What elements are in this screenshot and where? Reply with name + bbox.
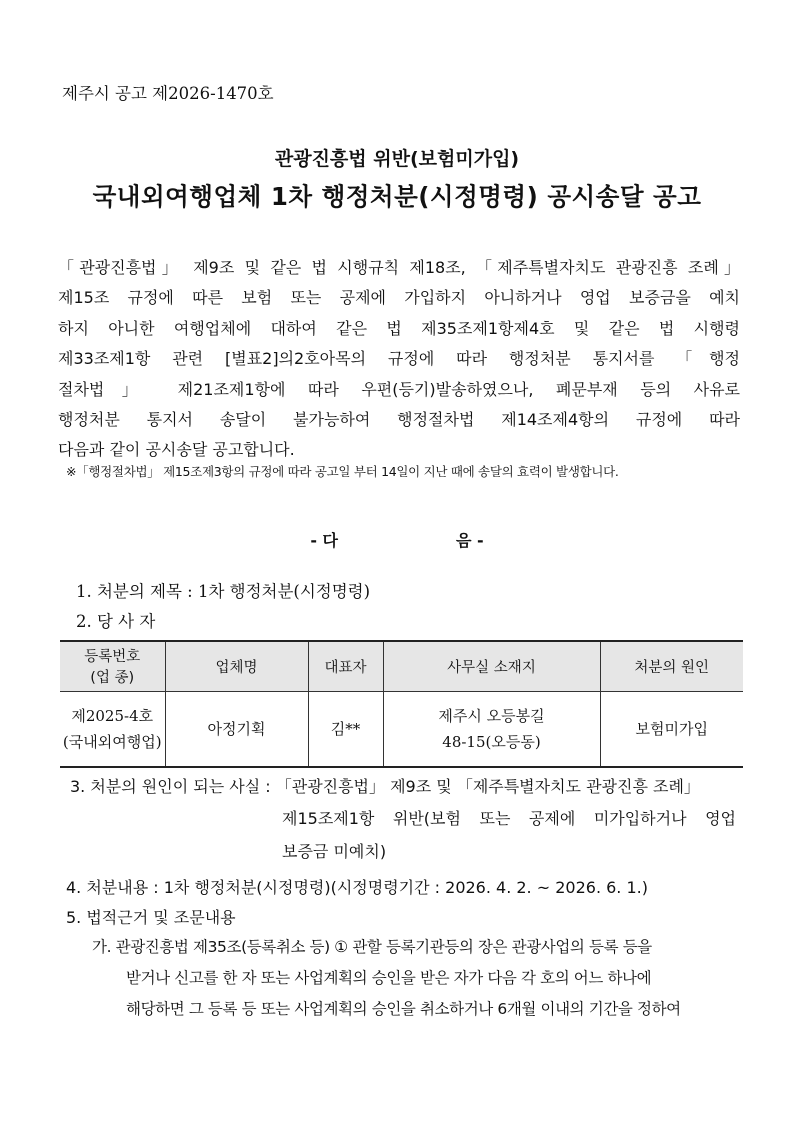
- section-5-title: 5. 법적근거 및 조문내용: [66, 908, 236, 927]
- section-3-label: 3. 처분의 원인이 되는 사실 : 「관광진흥법」 제9조 및 「제주특별자치도 관광진흥 조례」: [70, 777, 700, 796]
- body-line: 절차법」 제21조제1항에 따라 우편(등기)발송하였으나, 폐문부재 등의 사유로: [58, 379, 740, 399]
- body-line: 「관광진흥법」 제9조 및 같은 법 시행규칙 제18조, 「제주특별자치도 관광진흥 조례」: [58, 258, 740, 277]
- header-representative: 대표자: [308, 641, 383, 691]
- law-line-1: 가. 관광진흥법 제35조(등록취소 등) ① 관할 등록기관등의 장은 관광사업의 등록 등을: [92, 938, 652, 956]
- cell-representative: 김**: [308, 691, 383, 767]
- section-4-content: 4. 처분내용 : 1차 행정처분(시정명령)(시정명령기간 : 2026. 4. 2. ~ 2026. 6. 1.): [66, 878, 648, 897]
- section-1-title: 1. 처분의 제목 : 1차 행정처분(시정명령): [76, 582, 371, 601]
- divider-right: 음 -: [456, 531, 484, 550]
- section-2-parties: 2. 당 사 자: [76, 612, 156, 631]
- divider-left: - 다: [310, 531, 338, 550]
- law-line-2: 받거나 신고를 한 자 또는 사업계획의 승인을 받은 자가 다음 각 호의 어느 하나에: [126, 969, 652, 987]
- section-divider: [0, 528, 794, 551]
- body-line: 다음과 같이 공시송달 공고합니다.: [58, 440, 295, 460]
- header-reg-no: 등록번호 (업 종): [60, 641, 165, 691]
- footnote: ※「행정절차법」 제15조제3항의 규정에 따라 공고일 부터 14일이 지난 때에 송달의 효력이 발생합니다.: [66, 464, 619, 479]
- cell-cause: 보험미가입: [600, 691, 743, 767]
- cell-company: 아정기획: [165, 691, 308, 767]
- header-company: 업체명: [165, 641, 308, 691]
- notice-body: [58, 253, 740, 466]
- cell-reg-no: 제2025-4호 (국내외여행업): [60, 691, 165, 767]
- body-line: 제33조제1항 관련 [별표2]의2호아목의 규정에 따라 행정처분 통지서를 「행정: [58, 349, 740, 369]
- parties-table: [60, 640, 743, 768]
- section-3-line-3: 보증금 미예치): [282, 842, 387, 861]
- header-address: 사무실 소재지: [383, 641, 600, 691]
- body-line: 제15조 규정에 따른 보험 또는 공제에 가입하지 아니하거나 영업 보증금을 예치: [58, 288, 740, 308]
- section-3-line-2: 제15조제1항 위반(보험 또는 공제에 미가입하거나 영업: [282, 809, 736, 828]
- body-line: 행정처분 통지서 송달이 불가능하여 행정절차법 제14조제4항의 규정에 따라: [58, 409, 740, 429]
- body-line: 하지 아니한 여행업체에 대하여 같은 법 제35조제1항제4호 및 같은 법 시행령: [58, 318, 740, 338]
- notice-number: 제주시 공고 제2026-1470호: [62, 84, 274, 103]
- header-cause: 처분의 원인: [600, 641, 743, 691]
- table-row: [60, 691, 743, 767]
- table-header-row: [60, 641, 743, 691]
- law-line-3: 해당하면 그 등록 등 또는 사업계획의 승인을 취소하거나 6개월 이내의 기간을 정하여: [126, 1000, 681, 1018]
- title-line-2: 국내외여행업체 1차 행정처분(시정명령) 공시송달 공고: [92, 182, 702, 211]
- cell-address: 제주시 오등봉길 48-15(오등동): [383, 691, 600, 767]
- title-line-1: 관광진흥법 위반(보험미가입): [274, 148, 520, 170]
